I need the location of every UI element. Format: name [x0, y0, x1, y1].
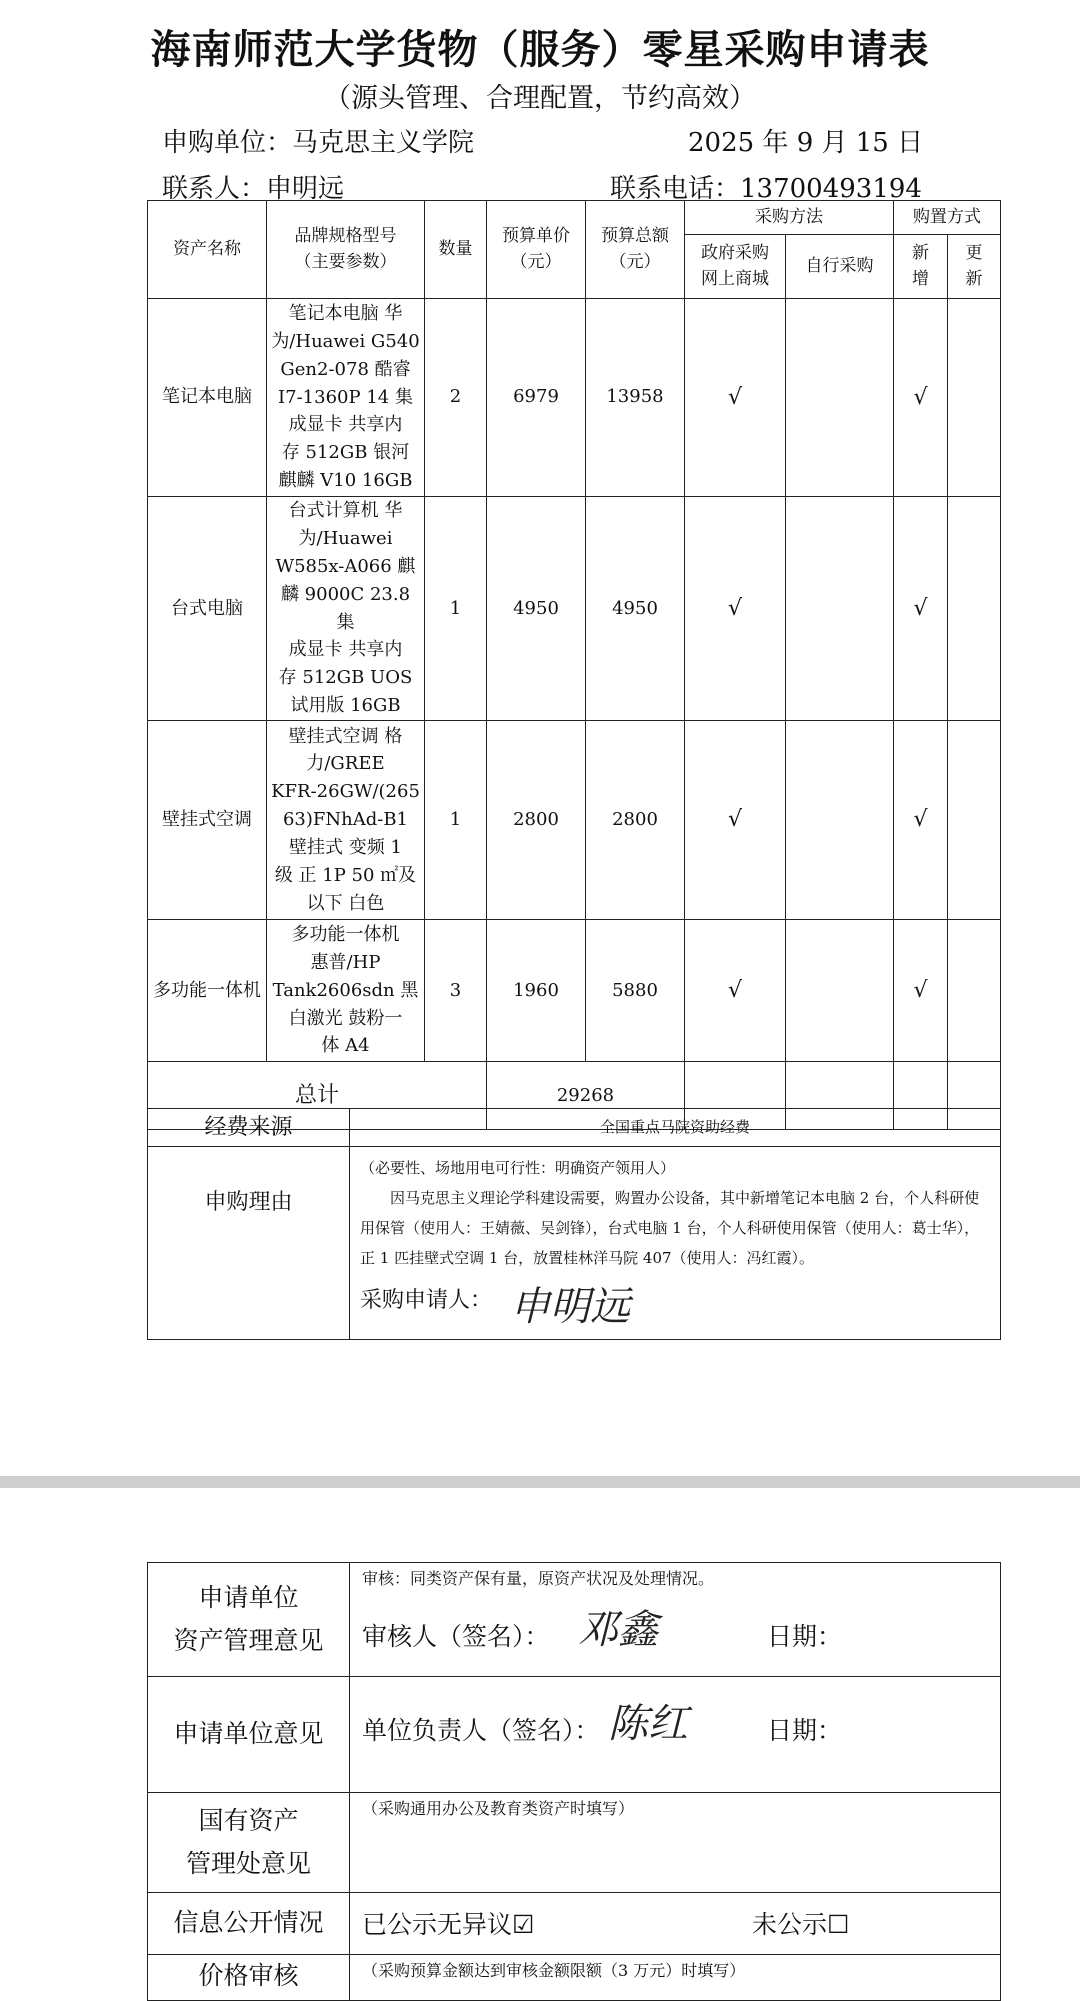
item-name: 壁挂式空调 [148, 721, 267, 920]
item-self-check [786, 721, 894, 920]
reviewer-label: 审核人（签名）： [362, 1622, 550, 1651]
item-gov-check: √ [685, 920, 786, 1062]
form-title: 海南师范大学货物（服务）零星采购申请表 [150, 27, 930, 73]
item-total: 13958 [586, 299, 685, 497]
asset-mgmt-note: 审核：同类资产保有量，原资产状况及处理情况。 [362, 1569, 715, 1588]
form-subtitle: （源头管理、合理配置，节约高效） [324, 83, 756, 114]
item-unit-price: 1960 [487, 920, 586, 1062]
item-unit-price: 4950 [487, 497, 586, 721]
total-value: 29268 [487, 1062, 685, 1130]
phone-value: 13700493194 [740, 174, 922, 204]
disclosure-yes: 已公示无异议☑ [362, 1910, 535, 1939]
unit-label: 申购单位： [162, 128, 293, 158]
reviewer-signature: 邓鑫 [578, 1607, 658, 1653]
item-self-check [786, 497, 894, 721]
item-qty: 2 [425, 299, 487, 497]
contact-value: 申明远 [266, 174, 345, 204]
total-label: 总计 [148, 1062, 487, 1130]
price-review-note: （采购预算金额达到审核金额限额（3 万元）时填写） [362, 1961, 746, 1980]
col-self: 自行采购 [786, 235, 894, 299]
col-renew: 更 新 [948, 235, 1001, 299]
state-asset-note: （采购通用办公及教育类资产时填写） [362, 1799, 635, 1818]
item-unit-price: 2800 [487, 721, 586, 920]
col-purchase-type: 购置方式 [894, 201, 1001, 235]
item-qty: 1 [425, 497, 487, 721]
state-asset-label: 国有资产 管理处意见 [148, 1793, 350, 1893]
reason-label: 申购理由 [148, 1147, 350, 1340]
purchase-table [147, 200, 1001, 1130]
table-row [148, 920, 1001, 1062]
item-unit-price: 6979 [487, 299, 586, 497]
table-row [148, 299, 1001, 497]
state-asset-cell [350, 1793, 1001, 1893]
table-row [148, 497, 1001, 721]
item-renew-check [948, 299, 1001, 497]
disclosure-cell [350, 1893, 1001, 1955]
item-gov-check: √ [685, 721, 786, 920]
item-spec: 笔记本电脑 华 为/Huawei G540 Gen2-078 酷睿 I7-1360P 14 集 成显卡 共享内 存 512GB 银河 麒麟 V10 16GB [267, 299, 425, 497]
contact-label: 联系人： [162, 174, 267, 204]
item-qty: 3 [425, 920, 487, 1062]
item-total: 5880 [586, 920, 685, 1062]
col-gov: 政府采购 网上商城 [685, 235, 786, 299]
item-gov-check: √ [685, 299, 786, 497]
item-spec: 壁挂式空调 格 力/GREE KFR-26GW/(265 63)FNhAd-B1 壁挂式 变频 1 级 正 1P 50 ㎡及 以下 白色 [267, 721, 425, 920]
unit-value: 马克思主义学院 [292, 128, 475, 158]
reason-body: 因马克思主义理论学科建设需要，购置办公设备，其中新增笔记本电脑 2 台，个人科研使用保管（使用人：王婧薇、吴剑锋），台式电脑 1 台，个人科研使用保管（使用人：葛士华），正 1 匹挂壁式空调 1 台，放置桂林洋马院 407（使用人：冯红霞）。 [360, 1189, 980, 1267]
item-renew-check [948, 920, 1001, 1062]
item-name: 多功能一体机 [148, 920, 267, 1062]
item-total: 2800 [586, 721, 685, 920]
item-total: 4950 [586, 497, 685, 721]
item-gov-check: √ [685, 497, 786, 721]
col-total: 预算总额 （元） [586, 201, 685, 299]
col-qty: 数量 [425, 201, 487, 299]
applicant-signature: 申明远 [510, 1284, 630, 1330]
price-review-cell [350, 1955, 1001, 2001]
col-spec: 品牌规格型号 （主要参数） [267, 201, 425, 299]
unit-head-date-label: 日期： [767, 1716, 843, 1745]
reason-note: （必要性、场地用电可行性：明确资产领用人） [360, 1159, 676, 1177]
item-new-check: √ [894, 497, 948, 721]
asset-mgmt-cell [350, 1563, 1001, 1677]
item-spec: 台式计算机 华 为/Huawei W585x-A066 麒 麟 9000C 23.8 集 成显卡 共享内 存 512GB UOS 试用版 16GB [267, 497, 425, 721]
funding-label: 经费来源 [148, 1109, 350, 1147]
item-self-check [786, 299, 894, 497]
approval-table [147, 1562, 1001, 2001]
unit-opinion-cell [350, 1677, 1001, 1793]
unit-line [162, 122, 474, 159]
apply-date: 2025 年 9 月 15 日 [688, 128, 924, 158]
unit-head-label: 单位负责人（签名）： [362, 1716, 600, 1745]
applicant-label: 采购申请人： [360, 1288, 493, 1313]
col-unit-price: 预算单价 （元） [487, 201, 586, 299]
reviewer-date-label: 日期： [767, 1622, 843, 1651]
col-new: 新 增 [894, 235, 948, 299]
table-row [148, 721, 1001, 920]
col-method: 采购方法 [685, 201, 894, 235]
item-name: 笔记本电脑 [148, 299, 267, 497]
item-renew-check [948, 497, 1001, 721]
applicant-line [360, 1279, 990, 1333]
item-new-check: √ [894, 920, 948, 1062]
item-new-check: √ [894, 721, 948, 920]
item-spec: 多功能一体机 惠普/HP Tank2606sdn 黑 白激光 鼓粉一 体 A4 [267, 920, 425, 1062]
price-review-label: 价格审核 [148, 1955, 350, 2001]
funding-value: 全国重点马院资助经费 [350, 1109, 1001, 1147]
page-divider [0, 1476, 1080, 1488]
unit-head-signature: 陈红 [608, 1701, 688, 1747]
reason-cell [350, 1147, 1001, 1340]
funding-reason-table [147, 1108, 1001, 1340]
item-new-check: √ [894, 299, 948, 497]
item-renew-check [948, 721, 1001, 920]
phone-label: 联系电话： [610, 174, 741, 204]
item-name: 台式电脑 [148, 497, 267, 721]
unit-opinion-label: 申请单位意见 [148, 1677, 350, 1793]
disclosure-no: 未公示☐ [752, 1910, 850, 1939]
item-self-check [786, 920, 894, 1062]
disclosure-label: 信息公开情况 [148, 1893, 350, 1955]
item-qty: 1 [425, 721, 487, 920]
col-asset-name: 资产名称 [148, 201, 267, 299]
asset-mgmt-label: 申请单位 资产管理意见 [148, 1563, 350, 1677]
